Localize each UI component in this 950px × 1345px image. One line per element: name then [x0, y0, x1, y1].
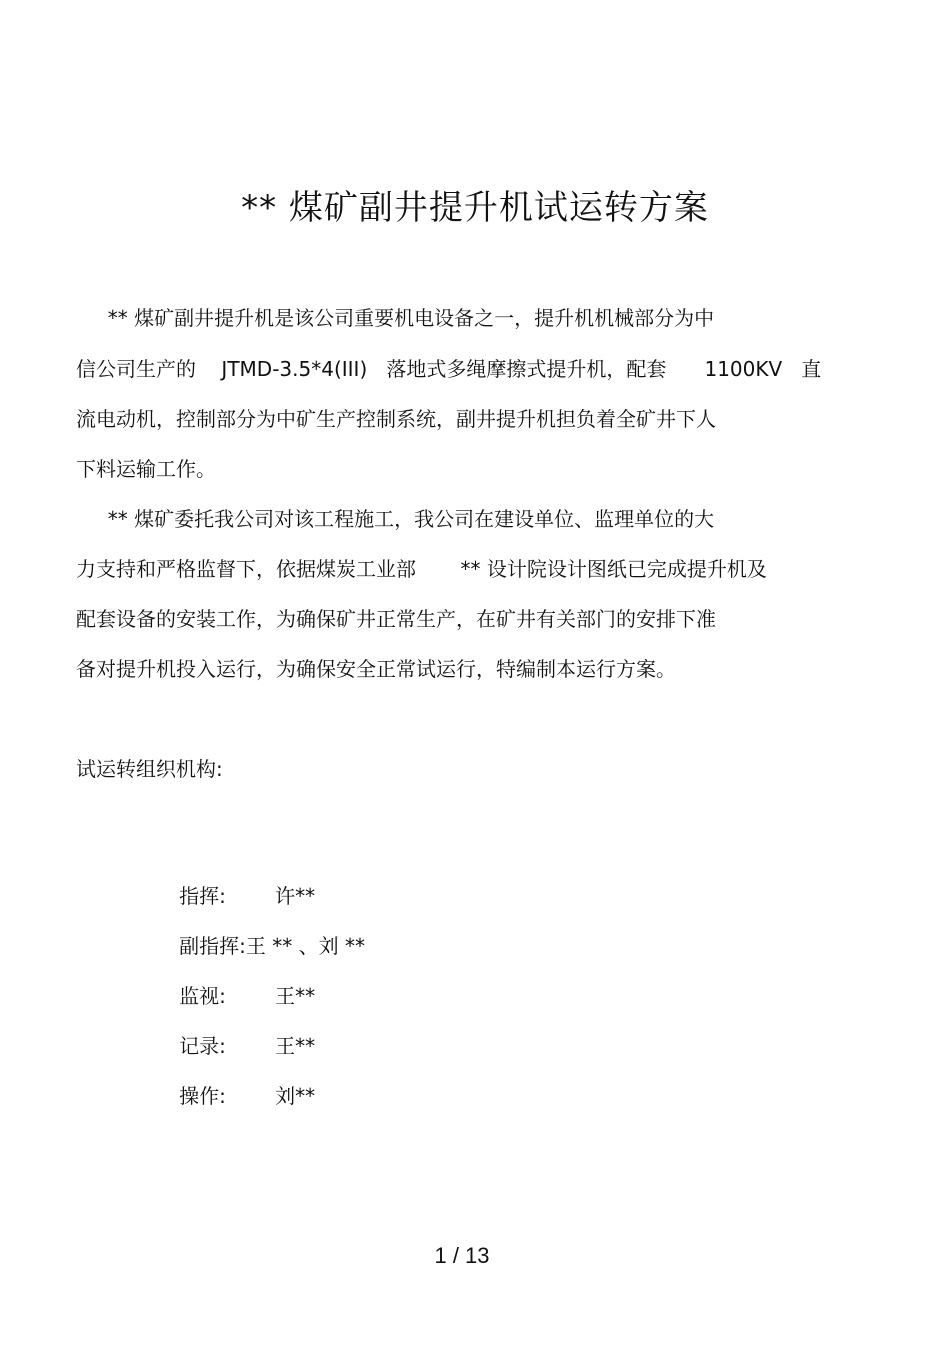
organization-row-operator — [141, 1054, 315, 1138]
paragraph-1-line-1: ** 煤矿副井提升机是该公司重要机电设备之一，提升机机械部分为中 — [76, 306, 715, 330]
person-name: 许** — [275, 884, 316, 908]
role-label: 记录: — [179, 1034, 226, 1058]
section-heading: 试运转组织机构: — [76, 757, 223, 781]
person-name: 王** — [275, 1034, 316, 1058]
role-label: 副指挥: — [179, 934, 246, 958]
paragraph-2-line-4: 备对提升机投入运行，为确保安全正常试运行，特编制本运行方案。 — [76, 657, 676, 681]
role-label: 指挥: — [179, 884, 226, 908]
person-name: 刘** — [275, 1084, 316, 1108]
page-number: 1 / 13 — [434, 1243, 490, 1268]
paragraph-1-line-2: 信公司生产的 JTMD-3.5*4(III) 落地式多绳摩擦式提升机，配套 1100KV 直 — [76, 357, 822, 381]
role-label: 监视: — [179, 984, 226, 1008]
paragraph-1-line-4: 下料运输工作。 — [76, 457, 216, 481]
paragraph-2-line-1: ** 煤矿委托我公司对该工程施工，我公司在建设单位、监理单位的大 — [76, 507, 715, 531]
role-label: 操作: — [179, 1084, 226, 1108]
paragraph-2-line-3: 配套设备的安装工作，为确保矿井正常生产，在矿井有关部门的安排下准 — [76, 607, 716, 631]
person-name: 王 ** 、刘 ** — [245, 934, 365, 958]
person-name: 王** — [275, 984, 316, 1008]
paragraph-1-line-3: 流电动机，控制部分为中矿生产控制系统，副井提升机担负着全矿井下人 — [76, 407, 716, 431]
paragraph-2-line-2: 力支持和严格监督下，依据煤炭工业部 ** 设计院设计图纸已完成提升机及 — [76, 557, 767, 581]
document-title: ** 煤矿副井提升机试运转方案 — [241, 188, 709, 228]
